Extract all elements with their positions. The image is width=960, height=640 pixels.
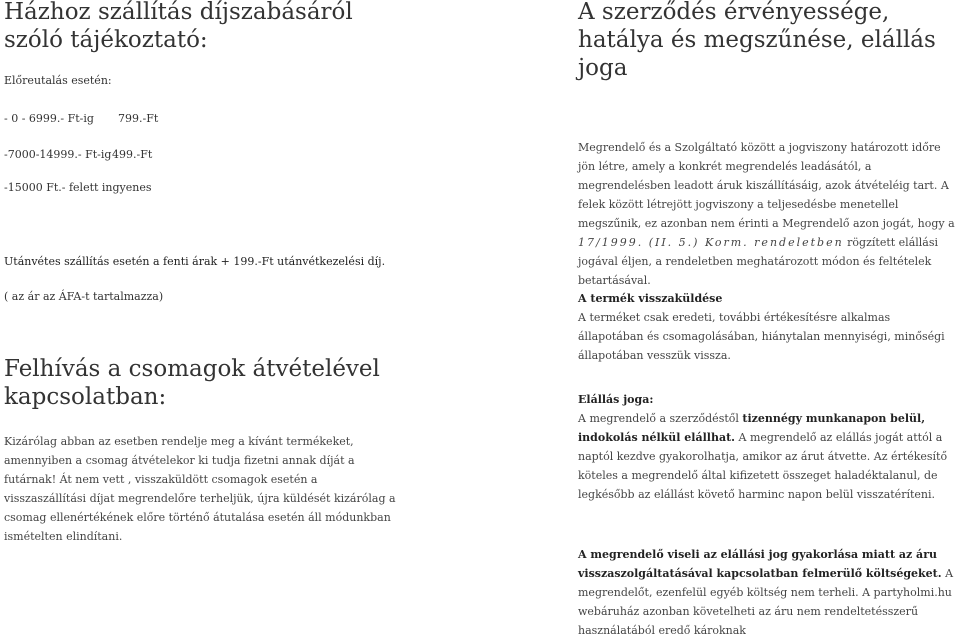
rate-row-2-price: 499.-Ft (112, 148, 153, 161)
withdraw-text-1: A megrendelő a szerződéstől (578, 412, 739, 425)
return-text: A terméket csak eredeti, további értékesítésre alkalmas állapotában és csomagolásában, hiánytalan mennyiségi, minőségi állapotában vesszük vissza. (578, 311, 945, 362)
shipping-title: Házhoz szállítás díjszabásáról szóló tájékoztató: (4, 0, 353, 53)
withdraw-bold: tizennégy munkanapon belül, indokolás nélkül elállhat. (578, 412, 926, 444)
notice-text: Kizárólag abban az esetben rendelje meg a kívánt termékeket, amennyiben a csomag átvételekor ki tudja fizetni annak díját a futárnak! Át nem vett , visszaküldött csomagok esetén a visszaszállítási díjat megrendelőre terheljük, újra küldését kizárólag a csomag ellenértékének előre történő átutalása esetén áll módunkban ismételten elindítani. (4, 435, 396, 543)
rate-row-1-range: - 0 - 6999.- Ft-ig (4, 112, 94, 125)
cod-note: Utánvétes szállítás esetén a fenti árak + 199.-Ft utánvétkezelési díj. (4, 255, 386, 268)
vat-note: ( az ár az ÁFA-t tartalmazza) (4, 290, 164, 303)
cost-section (578, 545, 956, 640)
rate-row-3-range: -15000 Ft.- felett ingyenes (4, 181, 152, 194)
contract-title: A szerződés érvényessége, hatálya és megszűnése, elállás joga (578, 0, 936, 81)
contract-paragraph (578, 138, 956, 290)
cost-bold: A megrendelő viseli az elállási jog gyakorlása miatt az áru visszaszolgáltatásával kapcsolatban felmerülő költségeket. (578, 548, 942, 580)
prepay-label: Előreutalás esetén: (4, 74, 112, 87)
rate-row-1-price: 799.-Ft (118, 112, 159, 125)
contract-text-2: rögzített elállási jogával éljen, a rendeletben meghatározott módon és feltételek betartásával. (578, 236, 939, 287)
withdraw-section (578, 390, 956, 504)
notice-title: Felhívás a csomagok átvételével kapcsolatban: (4, 356, 380, 410)
return-section (578, 289, 956, 365)
withdraw-text-2: A megrendelő az elállás jogát attól a naptól kezdve gyakorolhatja, amikor az árut átvette. Az értékesítő köteles a megrendelő által kifizetett összeget haladéktalanul, de legkésőbb az elállást követő harminc napon belül visszatéríteni. (578, 431, 948, 501)
rate-row-2-range: -7000-14999.- Ft-ig (4, 148, 112, 161)
cost-text: A megrendelőt, ezenfelül egyéb költség nem terheli. A partyholmi.hu webáruház azonban követelheti az áru nem rendeltetésszerű használatából eredő károknak (578, 567, 954, 637)
contract-text-1: Megrendelő és a Szolgáltató között a jogviszony határozott időre jön létre, amely a konkrét megrendelés leadásától, a megrendelésben leadott áruk kiszállításáig, azok átvételéig tart. A felek között létrejött jogviszony a teljesedésbe menetellel megszűnik, ez azonban nem érinti a Megrendelő azon jogát, hogy a (578, 141, 955, 230)
contract-decree: 17/1999. (II. 5.) Korm. rendeletben (578, 236, 844, 249)
return-title: A termék visszaküldése (578, 292, 723, 305)
withdraw-title: Elállás joga: (578, 393, 654, 406)
